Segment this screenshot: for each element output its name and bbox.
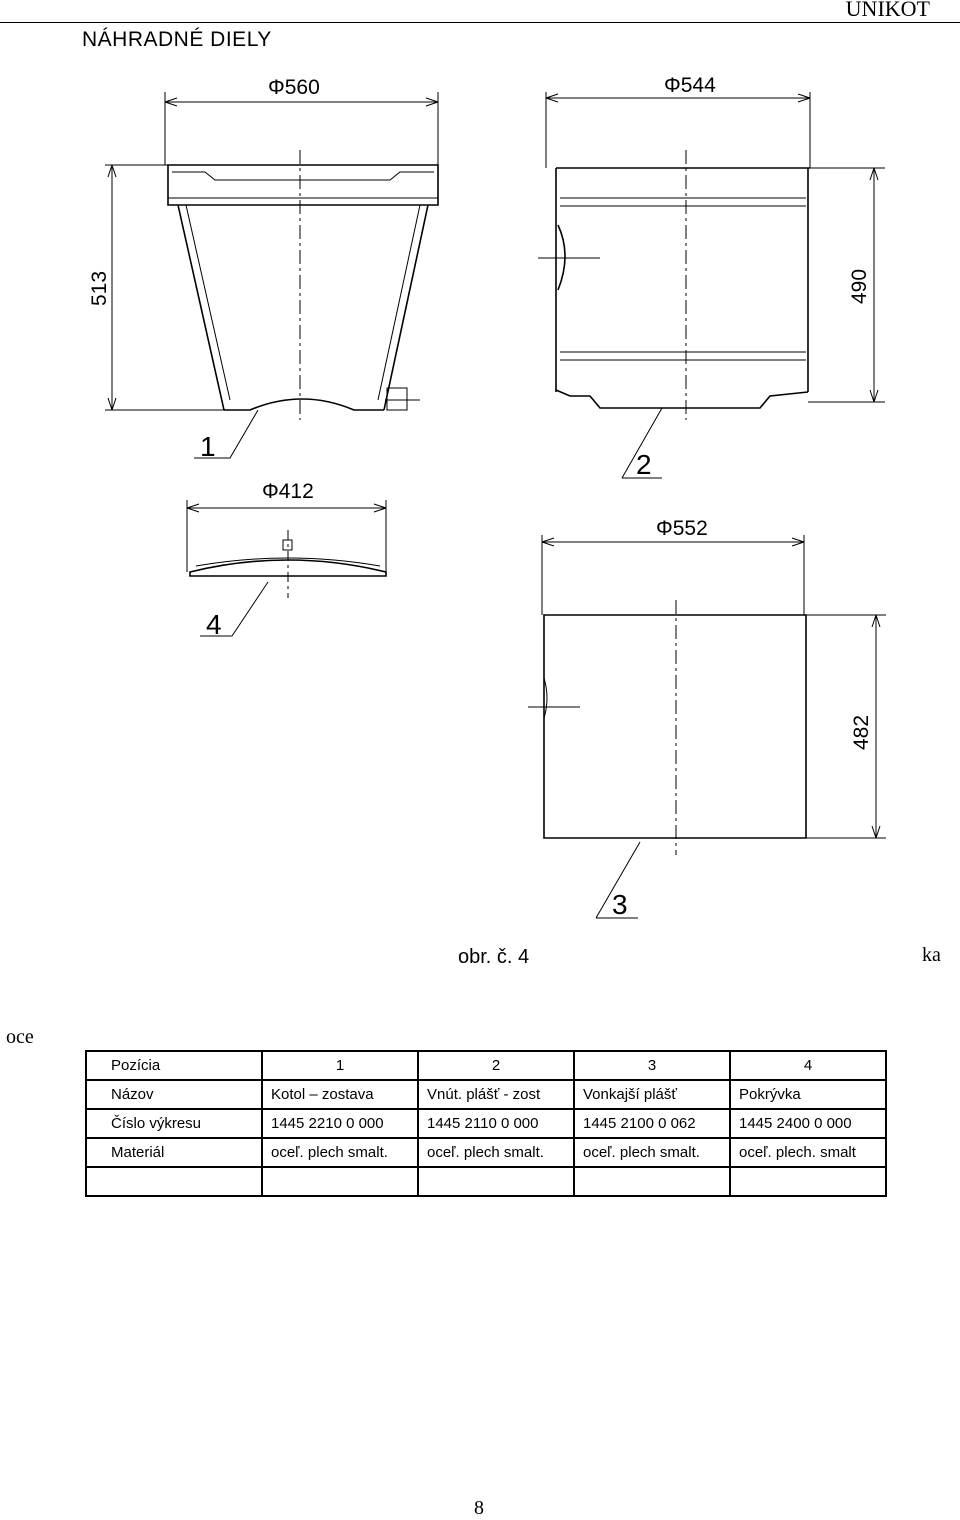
dimension-d544: Φ544 <box>664 74 716 97</box>
page-number: 8 <box>474 1497 484 1519</box>
table-cell <box>262 1167 418 1196</box>
table-cell: 3 <box>574 1051 730 1080</box>
parts-table <box>85 1050 887 1197</box>
dimension-d552: Φ552 <box>656 517 708 540</box>
table-cell: Kotol – zostava <box>262 1080 418 1109</box>
table-cell: oceľ. plech smalt. <box>262 1138 418 1167</box>
table-cell <box>730 1167 886 1196</box>
table-row-drawing-number <box>86 1109 886 1138</box>
text-fragment-left: oce <box>6 1026 34 1048</box>
row-label: Číslo výkresu <box>86 1109 262 1138</box>
table-row-position <box>86 1051 886 1080</box>
row-label <box>86 1167 262 1196</box>
row-label: Názov <box>86 1080 262 1109</box>
table-cell: oceľ. plech. smalt <box>730 1138 886 1167</box>
table-cell: Pokrývka <box>730 1080 886 1109</box>
header-brand: UNIKOT <box>845 0 930 21</box>
position-4-label: 4 <box>206 609 222 640</box>
table-cell: oceľ. plech smalt. <box>418 1138 574 1167</box>
dimension-d560: Φ560 <box>268 76 320 99</box>
text-fragment-right: ka <box>922 944 941 966</box>
part-4-cover <box>187 480 386 640</box>
table-cell: Vonkajší plášť <box>574 1080 730 1109</box>
row-label: Materiál <box>86 1138 262 1167</box>
part-3-outer-shell <box>528 517 886 920</box>
table-cell: Vnút. plášť - zost <box>418 1080 574 1109</box>
row-label: Pozícia <box>86 1051 262 1080</box>
dimension-d412: Φ412 <box>262 480 314 503</box>
table-cell <box>574 1167 730 1196</box>
table-cell: oceľ. plech smalt. <box>574 1138 730 1167</box>
figure-caption: obr. č. 4 <box>458 946 530 968</box>
table-row-empty <box>86 1167 886 1196</box>
table-row-name <box>86 1080 886 1109</box>
table-cell: 1445 2110 0 000 <box>418 1109 574 1138</box>
dimension-h482: 482 <box>850 714 873 750</box>
table-row-material <box>86 1138 886 1167</box>
table-cell: 4 <box>730 1051 886 1080</box>
position-2-label: 2 <box>636 449 652 480</box>
position-1-label: 1 <box>200 431 216 462</box>
table-cell: 2 <box>418 1051 574 1080</box>
position-3-label: 3 <box>612 889 628 920</box>
dimension-h490: 490 <box>848 268 871 304</box>
drawing-title: NÁHRADNÉ DIELY <box>82 28 272 51</box>
part-2-inner-shell <box>538 74 885 480</box>
table-cell <box>418 1167 574 1196</box>
table-cell: 1 <box>262 1051 418 1080</box>
table-cell: 1445 2400 0 000 <box>730 1109 886 1138</box>
table-cell: 1445 2210 0 000 <box>262 1109 418 1138</box>
part-1-boiler <box>88 76 438 462</box>
dimension-h513: 513 <box>88 270 111 306</box>
table-cell: 1445 2100 0 062 <box>574 1109 730 1138</box>
